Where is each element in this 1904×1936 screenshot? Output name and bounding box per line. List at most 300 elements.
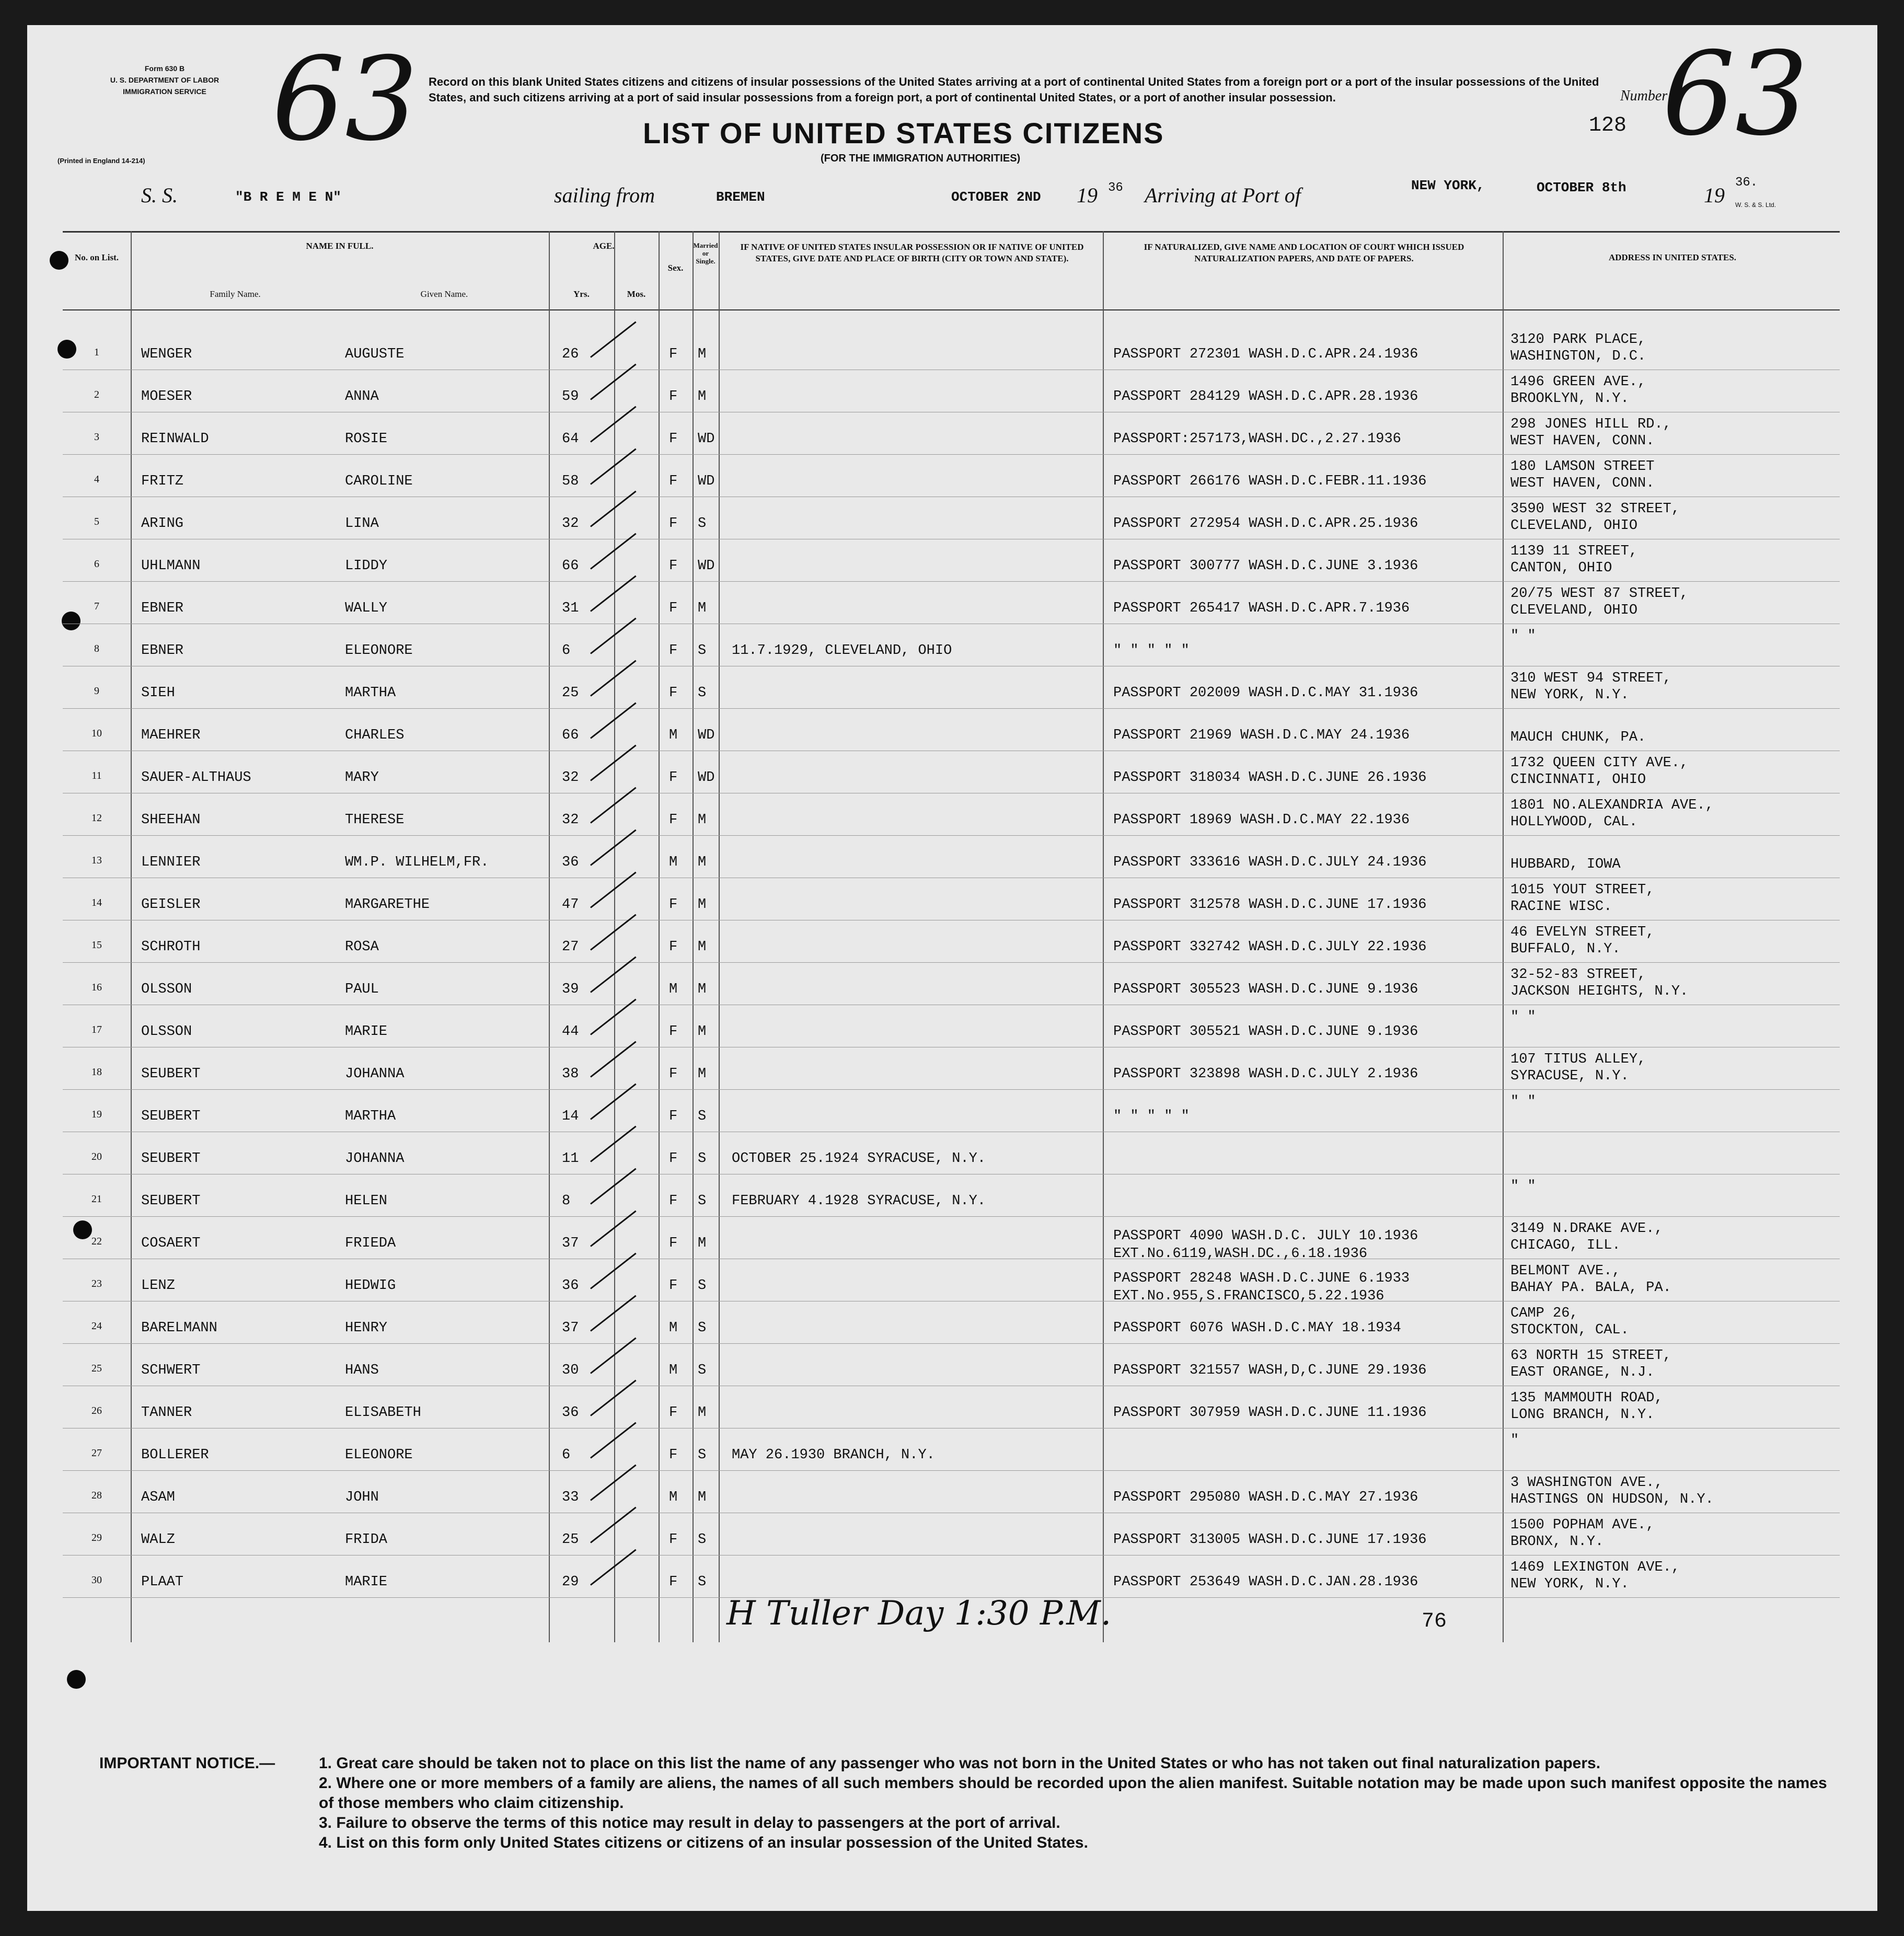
age-years: 59 (562, 389, 579, 405)
marital-status: S (698, 685, 707, 701)
family-name: BARELMANN (141, 1320, 217, 1336)
notice-item: 1. Great care should be taken not to place on this list the name of any passenger who was not born in the United States or who has not taken out final naturalization papers. (319, 1755, 1601, 1772)
notice-item: 2. Where one or more members of a family are aliens, the names of all such members should be recorded upon the alien manifest. Suitable notation may be made upon such manifest opposite the names of those members who claim citizenship. (319, 1774, 1827, 1812)
naturalization: PASSPORT 312578 WASH.D.C.JUNE 17.1936 (1113, 897, 1427, 913)
marital-status: S (698, 516, 707, 532)
address-line-1: 1015 YOUT STREET, (1510, 882, 1655, 898)
table-row (63, 497, 1840, 539)
address-line-2: MAUCH CHUNK, PA. (1510, 730, 1646, 745)
table-row (63, 878, 1840, 920)
naturalization: PASSPORT 272954 WASH.D.C.APR.25.1936 (1113, 516, 1418, 532)
row-number: 17 (91, 1024, 102, 1035)
naturalization: PASSPORT 305523 WASH.D.C.JUNE 9.1936 (1113, 982, 1418, 997)
table-row (63, 1301, 1840, 1344)
given-name: HANS (345, 1363, 379, 1378)
table-row (63, 1344, 1840, 1386)
arrival-port: NEW YORK, (1411, 178, 1485, 193)
address-line-1: 180 LAMSON STREET (1510, 459, 1655, 475)
sex: F (669, 601, 678, 616)
address-line-2: WEST HAVEN, CONN. (1510, 476, 1655, 491)
notice-label: IMPORTANT NOTICE.— (99, 1755, 275, 1772)
sex: F (669, 1151, 678, 1167)
col-head-name: NAME IN FULL. (306, 241, 374, 251)
depart-year-prefix: 19 (1077, 183, 1098, 207)
given-name: PAUL (345, 982, 379, 997)
address-line-1: 46 EVELYN STREET, (1510, 925, 1655, 940)
age-years: 25 (562, 685, 579, 701)
naturalization-extension: EXT.No.6119,WASH.DC.,6.18.1936 (1113, 1246, 1368, 1262)
address-line-2: EAST ORANGE, N.J. (1510, 1365, 1655, 1380)
given-name: WALLY (345, 601, 388, 616)
table-row (63, 370, 1840, 412)
given-name: ELISABETH (345, 1405, 421, 1421)
sex: M (669, 982, 678, 997)
age-years: 32 (562, 516, 579, 532)
sex: M (669, 1320, 678, 1336)
age-years: 38 (562, 1066, 579, 1082)
address-line-1: 1732 QUEEN CITY AVE., (1510, 755, 1689, 771)
given-name: JOHANNA (345, 1066, 405, 1082)
address-line-1: 1496 GREEN AVE., (1510, 374, 1646, 390)
depart-year: 36 (1108, 181, 1123, 195)
age-years: 44 (562, 1024, 579, 1040)
given-name: HENRY (345, 1320, 388, 1336)
marital-status: M (698, 897, 707, 913)
marital-status: S (698, 1109, 707, 1124)
table-row (63, 1259, 1840, 1304)
naturalization: PASSPORT 300777 WASH.D.C.JUNE 3.1936 (1113, 558, 1418, 574)
service: IMMIGRATION SERVICE (123, 87, 206, 96)
col-head-address: ADDRESS IN UNITED STATES. (1608, 252, 1737, 262)
table-row (63, 709, 1840, 751)
age-years: 33 (562, 1490, 579, 1505)
naturalization: PASSPORT 318034 WASH.D.C.JUNE 26.1936 (1113, 770, 1427, 786)
sex: M (669, 1490, 678, 1505)
address-line-2: NEW YORK, N.Y. (1510, 687, 1629, 703)
naturalization: PASSPORT 253649 WASH.D.C.JAN.28.1936 (1113, 1574, 1418, 1590)
naturalization: PASSPORT 265417 WASH.D.C.APR.7.1936 (1113, 601, 1410, 616)
row-number: 9 (94, 685, 99, 697)
marital-status: M (698, 1066, 707, 1082)
address-line-2: CLEVELAND, OHIO (1510, 518, 1638, 534)
ship-name: "B R E M E N" (235, 189, 341, 205)
printed-note: (Printed in England 14-214) (57, 157, 145, 165)
age-years: 47 (562, 897, 579, 913)
naturalization: PASSPORT 202009 WASH.D.C.MAY 31.1936 (1113, 685, 1418, 701)
sex: F (669, 389, 678, 405)
form-subtitle: (FOR THE IMMIGRATION AUTHORITIES) (821, 153, 1021, 164)
sex: F (669, 897, 678, 913)
address-line-2: NEW YORK, N.Y. (1510, 1576, 1629, 1592)
address-line-2: JACKSON HEIGHTS, N.Y. (1510, 984, 1689, 999)
marital-status: WD (698, 770, 715, 786)
address-line-2: STOCKTON, CAL. (1510, 1322, 1629, 1338)
number-label: Number (1620, 88, 1668, 104)
age-years: 30 (562, 1363, 579, 1378)
given-name: JOHN (345, 1490, 379, 1505)
ss-label: S. S. (141, 183, 178, 207)
marital-status: S (698, 643, 707, 659)
given-name: ELEONORE (345, 1447, 413, 1463)
row-number: 18 (91, 1066, 102, 1078)
marital-status: WD (698, 474, 715, 489)
table-row (63, 836, 1840, 878)
table-row (63, 1471, 1840, 1513)
sex: M (669, 855, 678, 870)
family-name: LENZ (141, 1278, 175, 1294)
birth-info: MAY 26.1930 BRANCH, N.Y. (732, 1447, 935, 1463)
col-head-yrs: Yrs. (573, 289, 590, 299)
list-number-left: 63 (272, 32, 418, 166)
table-row (63, 582, 1840, 624)
family-name: TANNER (141, 1405, 192, 1421)
sex: F (669, 516, 678, 532)
arrival-year-prefix: 19 (1704, 183, 1725, 207)
address-line-1: 3 WASHINGTON AVE., (1510, 1475, 1663, 1491)
table-row (63, 328, 1840, 370)
address-line-1: 1139 11 STREET, (1510, 544, 1638, 559)
list-number-right: 63 (1662, 27, 1808, 161)
marital-status: S (698, 1363, 707, 1378)
table-row (63, 1047, 1840, 1090)
sex: F (669, 1024, 678, 1040)
address-line-2: BUFFALO, N.Y. (1510, 941, 1621, 957)
row-number: 6 (94, 558, 99, 570)
marital-status: M (698, 1024, 707, 1040)
marital-status: WD (698, 431, 715, 447)
row-number: 30 (91, 1574, 102, 1586)
naturalization: PASSPORT 284129 WASH.D.C.APR.28.1936 (1113, 389, 1418, 405)
row-number: 25 (91, 1363, 102, 1374)
family-name: MOESER (141, 389, 192, 405)
row-number: 7 (94, 601, 99, 612)
address-line-1: BELMONT AVE., (1510, 1263, 1621, 1279)
age-years: 36 (562, 1278, 579, 1294)
marital-status: M (698, 1490, 707, 1505)
family-name: SCHWERT (141, 1363, 201, 1378)
address-line-1: 310 WEST 94 STREET, (1510, 671, 1671, 686)
naturalization: PASSPORT 295080 WASH.D.C.MAY 27.1936 (1113, 1490, 1418, 1505)
address-line-1: 107 TITUS ALLEY, (1510, 1052, 1646, 1067)
birth-info: FEBRUARY 4.1928 SYRACUSE, N.Y. (732, 1193, 986, 1209)
row-number: 27 (91, 1447, 102, 1459)
family-name: WENGER (141, 347, 192, 362)
address-line-1: 3590 WEST 32 STREET, (1510, 501, 1680, 517)
family-name: SEUBERT (141, 1066, 201, 1082)
family-name: GEISLER (141, 897, 201, 913)
address-line-1: " " (1510, 1009, 1536, 1025)
marital-status: WD (698, 728, 715, 743)
row-number: 11 (91, 770, 102, 781)
age-years: 25 (562, 1532, 579, 1548)
address-line-1: " " (1510, 1179, 1536, 1194)
record-instructions: Record on this blank United States citizens and citizens of insular possessions of the United States arriving at a port of continental United States from a foreign port or a port of the insular possessions of the United States, and such citizens arriving at a port of said insular possessions from a foreign port, a port of continental United States, or a port of another insular possession. (429, 75, 1599, 104)
page-count: 76 (1422, 1610, 1447, 1633)
naturalization: PASSPORT:257173,WASH.DC.,2.27.1936 (1113, 431, 1401, 447)
age-years: 58 (562, 474, 579, 489)
sex: F (669, 812, 678, 828)
address-line-2: CANTON, OHIO (1510, 560, 1612, 576)
age-years: 32 (562, 812, 579, 828)
address-line-1: 3149 N.DRAKE AVE., (1510, 1221, 1663, 1237)
family-name: FRITZ (141, 474, 184, 489)
naturalization: PASSPORT 313005 WASH.D.C.JUNE 17.1936 (1113, 1532, 1427, 1548)
printer-mark: W. S. & S. Ltd. (1735, 201, 1776, 209)
given-name: WM.P. WILHELM,FR. (345, 855, 489, 870)
manifest-table (63, 231, 1840, 1642)
table-top-rule (63, 231, 1840, 233)
address-line-2: CHICAGO, ILL. (1510, 1238, 1621, 1253)
family-name: OLSSON (141, 982, 192, 997)
naturalization: PASSPORT 305521 WASH.D.C.JUNE 9.1936 (1113, 1024, 1418, 1040)
sex: F (669, 770, 678, 786)
given-name: JOHANNA (345, 1151, 405, 1167)
table-row (63, 1555, 1840, 1598)
check-mark (590, 321, 637, 358)
row-number: 19 (91, 1109, 102, 1120)
marital-status: S (698, 1193, 707, 1209)
address-line-2: HOLLYWOOD, CAL. (1510, 814, 1638, 830)
sex: F (669, 1405, 678, 1421)
given-name: ELEONORE (345, 643, 413, 659)
given-name: AUGUSTE (345, 347, 405, 362)
given-name: MARTHA (345, 1109, 396, 1124)
given-name: HEDWIG (345, 1278, 396, 1294)
given-name: LIDDY (345, 558, 388, 574)
row-number: 28 (91, 1490, 102, 1501)
arrival-date: OCTOBER 8th (1537, 180, 1626, 195)
row-number: 2 (94, 389, 99, 400)
sex: M (669, 728, 678, 743)
table-row (63, 1174, 1840, 1217)
sex: F (669, 1278, 678, 1294)
row-number: 5 (94, 516, 99, 527)
naturalization: PASSPORT 266176 WASH.D.C.FEBR.11.1936 (1113, 474, 1427, 489)
sex: F (669, 939, 678, 955)
table-row (63, 412, 1840, 455)
address-line-1: 135 MAMMOUTH ROAD, (1510, 1390, 1663, 1406)
address-line-2: WASHINGTON, D.C. (1510, 349, 1646, 364)
arrival-year: 36. (1735, 176, 1758, 190)
given-name: FRIEDA (345, 1236, 396, 1251)
address-line-2: RACINE WISC. (1510, 899, 1612, 915)
family-name: SIEH (141, 685, 175, 701)
row-number: 3 (94, 431, 99, 443)
naturalization: PASSPORT 18969 WASH.D.C.MAY 22.1936 (1113, 812, 1410, 828)
given-name: FRIDA (345, 1532, 388, 1548)
given-name: MARIE (345, 1024, 388, 1040)
naturalization: PASSPORT 321557 WASH,D,C.JUNE 29.1936 (1113, 1363, 1427, 1378)
col-head-naturalized: IF NATURALIZED, GIVE NAME AND LOCATION OF COURT WHICH ISSUED NATURALIZATION PAPERS, AND DATE OF PAPERS. (1144, 242, 1464, 263)
sex: F (669, 1532, 678, 1548)
given-name: ROSIE (345, 431, 388, 447)
marital-status: S (698, 1574, 707, 1590)
sailing-label: sailing from (554, 183, 655, 207)
naturalization: PASSPORT 307959 WASH.D.C.JUNE 11.1936 (1113, 1405, 1427, 1421)
sex: M (669, 1363, 678, 1378)
address-line-2: HUBBARD, IOWA (1510, 857, 1621, 872)
table-row (63, 666, 1840, 709)
table-row (63, 1513, 1840, 1555)
address-line-2: CLEVELAND, OHIO (1510, 603, 1638, 618)
arriving-label: Arriving at Port of (1145, 183, 1301, 207)
table-row (63, 1132, 1840, 1174)
table-row (63, 1428, 1840, 1471)
row-number: 29 (91, 1532, 102, 1543)
marital-status: S (698, 1320, 707, 1336)
row-number: 20 (91, 1151, 102, 1162)
row-number: 12 (91, 812, 102, 824)
row-number: 10 (91, 728, 102, 739)
family-name: BOLLERER (141, 1447, 209, 1463)
department: U. S. DEPARTMENT OF LABOR (110, 76, 220, 84)
naturalization: PASSPORT 6076 WASH.D.C.MAY 18.1934 (1113, 1320, 1401, 1336)
from-port: BREMEN (716, 189, 765, 205)
sex: F (669, 474, 678, 489)
family-name: SEUBERT (141, 1109, 201, 1124)
naturalization: PASSPORT 333616 WASH.D.C.JULY 24.1936 (1113, 855, 1427, 870)
row-number: 24 (91, 1320, 102, 1332)
family-name: SAUER-ALTHAUS (141, 770, 251, 786)
age-years: 66 (562, 558, 579, 574)
naturalization: " " " " " (1113, 643, 1190, 659)
given-name: ANNA (345, 389, 379, 405)
depart-date: OCTOBER 2ND (951, 189, 1041, 205)
age-years: 37 (562, 1320, 579, 1336)
age-years: 64 (562, 431, 579, 447)
sex: F (669, 1193, 678, 1209)
col-head-given: Given Name. (420, 289, 468, 299)
sex: F (669, 643, 678, 659)
sex: F (669, 1447, 678, 1463)
sex: F (669, 431, 678, 447)
age-years: 29 (562, 1574, 579, 1590)
given-name: LINA (345, 516, 379, 532)
age-years: 39 (562, 982, 579, 997)
naturalization-extension: EXT.No.955,S.FRANCISCO,5.22.1936 (1113, 1288, 1384, 1304)
address-line-1: 1500 POPHAM AVE., (1510, 1517, 1655, 1533)
address-line-1: 1801 NO.ALEXANDRIA AVE., (1510, 798, 1714, 813)
form-id-block (105, 63, 225, 97)
age-years: 32 (562, 770, 579, 786)
given-name: CHARLES (345, 728, 405, 743)
marital-status: S (698, 1278, 707, 1294)
family-name: ARING (141, 516, 184, 532)
family-name: ASAM (141, 1490, 175, 1505)
row-number: 26 (91, 1405, 102, 1416)
address-line-1: " (1510, 1433, 1519, 1448)
marital-status: M (698, 939, 707, 955)
address-line-1: 1469 LEXINGTON AVE., (1510, 1560, 1680, 1575)
table-row (63, 793, 1840, 836)
family-name: SHEEHAN (141, 812, 201, 828)
row-number: 22 (91, 1236, 102, 1247)
address-line-1: 3120 PARK PLACE, (1510, 332, 1646, 348)
form-title: LIST OF UNITED STATES CITIZENS (643, 117, 1164, 149)
number-stamp: 128 (1589, 114, 1627, 137)
age-years: 11 (562, 1151, 579, 1167)
col-head-birth: IF NATIVE OF UNITED STATES INSULAR POSSESSION OR IF NATIVE OF UNITED STATES, GIVE DATE AND PLACE OF BIRTH (CITY OR TOWN AND STATE). (740, 242, 1084, 263)
address-line-2: CINCINNATI, OHIO (1510, 772, 1646, 788)
age-years: 37 (562, 1236, 579, 1251)
col-head-family: Family Name. (210, 289, 261, 299)
age-years: 27 (562, 939, 579, 955)
table-row (63, 1005, 1840, 1047)
given-name: MARTHA (345, 685, 396, 701)
sex: F (669, 1574, 678, 1590)
col-head-sex: Sex. (667, 263, 684, 273)
marital-status: M (698, 1405, 707, 1421)
marital-status: M (698, 347, 707, 362)
marital-status: S (698, 1532, 707, 1548)
notice-item: 3. Failure to observe the terms of this notice may result in delay to passengers at the port of arrival. (319, 1814, 1060, 1831)
row-number: 4 (94, 474, 99, 485)
birth-info: 11.7.1929, CLEVELAND, OHIO (732, 643, 952, 659)
address-line-2: LONG BRANCH, N.Y. (1510, 1407, 1655, 1423)
marital-status: M (698, 601, 707, 616)
family-name: EBNER (141, 601, 184, 616)
sex: F (669, 1066, 678, 1082)
age-years: 6 (562, 643, 571, 659)
marital-status: M (698, 1236, 707, 1251)
address-line-1: 32-52-83 STREET, (1510, 967, 1646, 983)
table-row (63, 751, 1840, 793)
age-years: 8 (562, 1193, 571, 1209)
given-name: HELEN (345, 1193, 388, 1209)
family-name: SEUBERT (141, 1193, 201, 1209)
table-row (63, 455, 1840, 497)
row-number: 1 (94, 347, 99, 358)
address-line-2: BROOKLYN, N.Y. (1510, 391, 1629, 407)
age-years: 26 (562, 347, 579, 362)
family-name: UHLMANN (141, 558, 201, 574)
naturalization: PASSPORT 4090 WASH.D.C. JULY 10.1936 (1113, 1228, 1418, 1244)
header-bottom-rule (63, 309, 1840, 310)
address-line-1: " " (1510, 628, 1536, 644)
family-name: SEUBERT (141, 1151, 201, 1167)
family-name: OLSSON (141, 1024, 192, 1040)
row-number: 23 (91, 1278, 102, 1289)
table-row (63, 920, 1840, 963)
address-line-1: 298 JONES HILL RD., (1510, 417, 1671, 432)
naturalization: PASSPORT 28248 WASH.D.C.JUNE 6.1933 (1113, 1271, 1410, 1286)
family-name: MAEHRER (141, 728, 201, 743)
given-name: ROSA (345, 939, 379, 955)
family-name: WALZ (141, 1532, 175, 1548)
naturalization: " " " " " (1113, 1109, 1190, 1124)
row-number: 8 (94, 643, 99, 654)
row-number: 21 (91, 1193, 102, 1205)
age-years: 36 (562, 855, 579, 870)
col-head-married: Married or Single. (693, 241, 718, 265)
handwritten-note: H Tuller Day 1:30 P.M. (726, 1594, 1112, 1633)
sex: F (669, 347, 678, 362)
family-name: COSAERT (141, 1236, 201, 1251)
naturalization: PASSPORT 21969 WASH.D.C.MAY 24.1936 (1113, 728, 1410, 743)
sex: F (669, 1236, 678, 1251)
marital-status: M (698, 982, 707, 997)
given-name: MARGARETHE (345, 897, 430, 913)
address-line-1: 63 NORTH 15 STREET, (1510, 1348, 1671, 1364)
col-head-age: AGE. (593, 241, 615, 251)
address-line-2: WEST HAVEN, CONN. (1510, 433, 1655, 449)
punch-hole (67, 1670, 86, 1689)
table-row (63, 1386, 1840, 1428)
address-line-2: SYRACUSE, N.Y. (1510, 1068, 1629, 1084)
address-line-2: BAHAY PA. BALA, PA. (1510, 1280, 1671, 1296)
address-line-2: HASTINGS ON HUDSON, N.Y. (1510, 1492, 1714, 1507)
marital-status: M (698, 812, 707, 828)
